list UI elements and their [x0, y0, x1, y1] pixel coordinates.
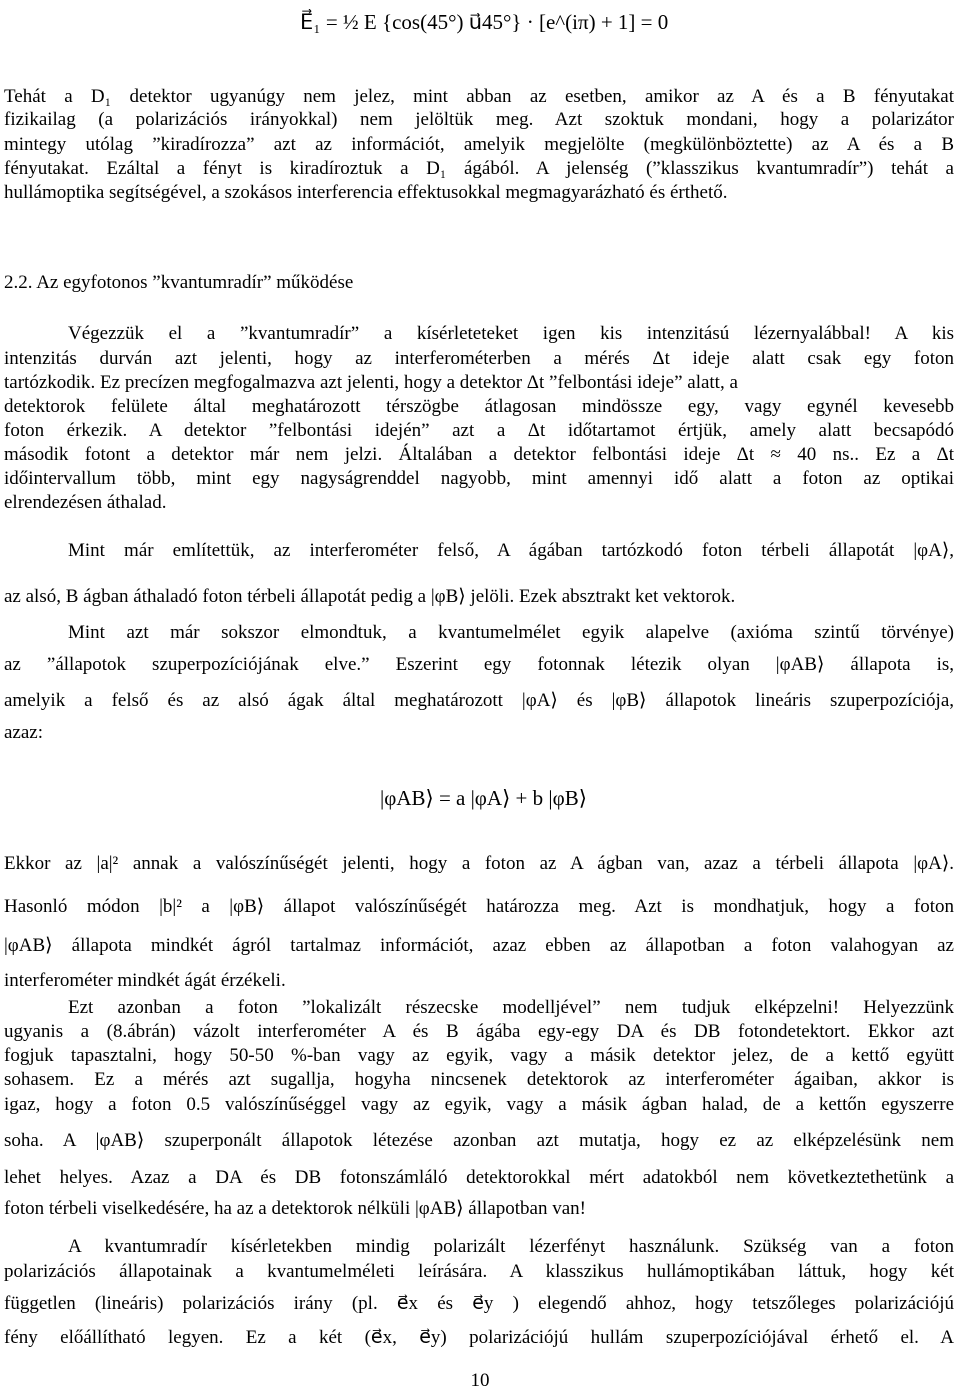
text-line: Mint már említettük, az interferométer felső, A ágában tartózkodó foton térbeli állapotát |φA⟩, — [68, 540, 954, 561]
superposition-equation: |φAB⟩ = a |φA⟩ + b |φB⟩ — [380, 786, 587, 810]
text-line: hullámoptika segítségével, a szokásos interferencia effektusokkal megmagyarázható és érthető. — [4, 182, 728, 203]
text-line: az ”állapotok szuperpozíciójának elve.” Eszerint egy fotonnak létezik olyan |φAB⟩ állapota is, — [4, 654, 954, 675]
text-line: igaz, hogy a foton 0.5 valószínűséggel vagy az egyik, vagy a másik ágban halad, de a kettőn egyszerre — [4, 1094, 954, 1115]
text-line: detektorok felülete által meghatározott térszögbe átlagosan mindössze egy, vagy egynél kevesebb — [4, 396, 954, 417]
text-line: Végezzük el a ”kvantumradír” a kísérleteteket igen kis intenzitású lézernyalábbal! A kis — [68, 323, 954, 344]
top-equation: E⃗₁ = ½ E {cos(45°) u⃗45°} · [e^(iπ) + 1] = 0 — [300, 10, 669, 34]
text-line: fogjuk tapasztalni, hogy 50-50 %-ban vagy az egyik, vagy a másik detektor jelez, de a kettő együtt — [4, 1045, 954, 1066]
text-line: lehet helyes. Azaz a DA és DB fotonszámláló detektorokkal mért adatokból nem következtethetünk a — [4, 1167, 954, 1188]
text-line: Ezt azonban a foton ”lokalizált részecske modelljével” nem tudjuk elképzelni! Helyezzünk — [68, 997, 954, 1018]
page-number: 10 — [470, 1370, 490, 1391]
text-line: intenzitás durván azt jelenti, hogy az interferométerben a mérés Δt ideje alatt csak egy foton — [4, 348, 954, 369]
text-line: az alsó, B ágban áthaladó foton térbeli állapotát pedig a |φB⟩ jelöli. Ezek absztrakt ket vektorok. — [4, 586, 736, 607]
text-line: amelyik a felső és az alsó ágak által meghatározott |φA⟩ és |φB⟩ állapotok lineáris szuperpozíciója, — [4, 690, 954, 711]
text-line: időintervallum több, mint egy nagyságrenddel nagyobb, mint amennyi idő alatt a foton az optikai — [4, 468, 954, 489]
text-line: fényutakat. Ezáltal a fényt is kiradíroztuk a D₁ ágából. A jelenség (”klasszikus kvantumradír”) tehát a — [4, 158, 954, 179]
text-line: fizikailag (a polarizációs irányokkal) nem jelöltük meg. Azt szoktuk mondani, hogy a polarizátor — [4, 109, 954, 130]
text-line: ugyanis a (8.ábrán) vázolt interferométer A és B ágába egy-egy DA és DB fotondetektort. Ekkor azt — [4, 1021, 954, 1042]
text-line: A kvantumradír kísérletekben mindig polarizált lézerfényt használunk. Szükség van a foton — [68, 1236, 954, 1257]
text-line: foton térbeli viselkedésére, ha az a detektorok nélküli |φAB⟩ állapotban van! — [4, 1198, 586, 1219]
text-line: azaz: — [4, 722, 44, 743]
text-line: Tehát a D₁ detektor ugyanúgy nem jelez, mint abban az esetben, amikor az A és a B fényutakat — [4, 86, 954, 107]
section-heading: 2.2. Az egyfotonos ”kvantumradír” működése — [4, 272, 354, 293]
text-line: |φAB⟩ állapota mindkét ágról tartalmaz információt, azaz ebben az állapotban a foton valahogyan az — [4, 935, 954, 956]
text-line: polarizációs állapotainak a kvantumelméleti leírására. A klasszikus hullámoptikában láttuk, hogy két — [4, 1261, 954, 1282]
text-line: elrendezésen áthalad. — [4, 492, 167, 513]
text-line: fény előállítható legyen. Ez a két (e⃗x, e⃗y) polarizációjú hullám szuperpozíciójával érhető el. A — [4, 1327, 954, 1348]
text-line: Hasonló módon |b|² a |φB⟩ állapot valószínűségét határozza meg. Azt is mondhatjuk, hogy a foton — [4, 896, 954, 917]
text-line: mintegy utólag ”kiradírozza” azt az információt, amelyik megjelölte (megkülönböztette) az A és a B — [4, 134, 954, 155]
text-line: Ekkor az |a|² annak a valószínűségét jelenti, hogy a foton az A ágban van, azaz a térbeli állapota |φA⟩. — [4, 853, 954, 874]
text-line: független (lineáris) polarizációs irány (pl. e⃗x és e⃗y ) elegendő ahhoz, hogy tetszőleges polarizációjú — [4, 1293, 954, 1314]
text-line: soha. A |φAB⟩ szuperponált állapotok létezése azonban azt mutatja, hogy ez az elképzelésünk nem — [4, 1130, 954, 1151]
text-line: sohasem. Ez a mérés azt sugallja, hogyha nincsenek detektorok az interferométer ágaiban, akkor is — [4, 1069, 954, 1090]
text-line: második fotont a detektor már nem jelzi. Általában a detektor felbontási ideje Δt ≈ 40 ns.. Ez a Δt — [4, 444, 954, 465]
text-line: foton érkezik. A detektor ”felbontási idején” azt a Δt időtartamot értjük, amely alatt becsapódó — [4, 420, 954, 441]
text-line: interferométer mindkét ágát érzékeli. — [4, 970, 286, 991]
text-line: tartózkodik. Ez precízen megfogalmazva azt jelenti, hogy a detektor Δt ”felbontási ideje” alatt, a — [4, 372, 738, 393]
text-line: Mint azt már sokszor elmondtuk, a kvantumelmélet egyik alapelve (axióma szintű törvénye) — [68, 622, 954, 643]
